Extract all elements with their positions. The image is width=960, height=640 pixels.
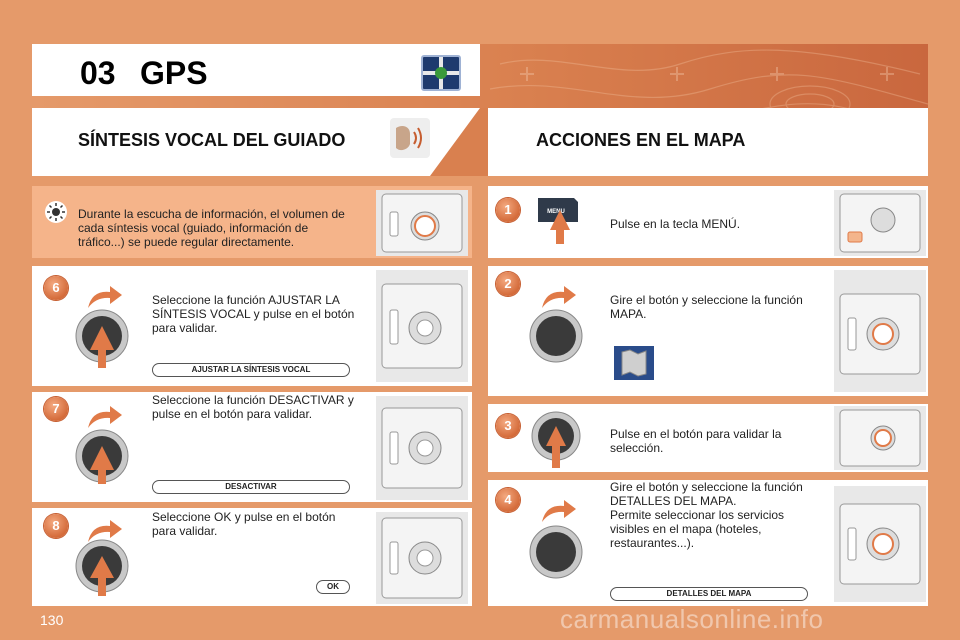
step-4-text: Gire el botón y seleccione la función DETALLES DEL MAPA. Permite seleccionar los servicios visibles en el mapa (hoteles, restaurantes...). <box>610 480 803 550</box>
step-6-badge: 6 <box>44 276 68 300</box>
knob-icon <box>526 522 586 582</box>
step-6-text: Seleccione la función AJUSTAR LA SÍNTESIS VOCAL y pulse en el botón para validar. <box>152 293 355 335</box>
sun-tip-icon <box>44 200 68 224</box>
step-4-badge: 4 <box>496 488 520 512</box>
voice-speaker-icon <box>390 118 430 158</box>
step-6-label: AJUSTAR LA SÍNTESIS VOCAL <box>152 363 350 377</box>
step-3-text: Pulse en el botón para validar la selección. <box>610 427 782 455</box>
chapter-number: 03 <box>80 55 116 91</box>
step-8-label: OK <box>316 580 350 594</box>
step-7-text: Seleccione la función DESACTIVAR y pulse en el botón para validar. <box>152 393 354 421</box>
radio-panel-image <box>376 270 468 382</box>
radio-panel-image <box>376 396 468 500</box>
step-7-label: DESACTIVAR <box>152 480 350 494</box>
knob-icon <box>526 306 586 366</box>
chapter-title: GPS <box>140 55 208 91</box>
step-2-text: Gire el botón y seleccione la función MAPA. <box>610 293 803 321</box>
menu-key-label: MENU <box>547 209 565 215</box>
menu-key-icon <box>534 196 580 244</box>
radio-panel-image <box>376 512 468 604</box>
watermark: carmanualsonline.info <box>560 604 824 634</box>
radio-panel-image <box>376 190 468 256</box>
right-section-title: ACCIONES EN EL MAPA <box>536 130 746 150</box>
step-2-badge: 2 <box>496 272 520 296</box>
step-7-badge: 7 <box>44 397 68 421</box>
knob-icon <box>526 410 586 470</box>
tip-text: Durante la escucha de información, el volumen de cada síntesis vocal (guiado, información de tráfico...) se puede regular directamente. <box>78 207 345 249</box>
step-3-badge: 3 <box>496 414 520 438</box>
knob-icon <box>72 306 132 386</box>
radio-panel-image <box>834 486 926 602</box>
knob-icon <box>72 426 132 506</box>
gps-logo-icon <box>421 55 461 91</box>
step-1-text: Pulse en la tecla MENÚ. <box>610 217 741 231</box>
radio-panel-image <box>834 190 926 256</box>
rotate-arrow-icon <box>538 498 578 524</box>
left-section-title: SÍNTESIS VOCAL DEL GUIADO <box>78 130 346 150</box>
page-number: 130 <box>40 612 64 628</box>
radio-panel-image <box>834 406 926 470</box>
step-8-text: Seleccione OK y pulse en el botón para validar. <box>152 510 336 538</box>
step-8-badge: 8 <box>44 514 68 538</box>
knob-icon <box>72 538 132 602</box>
radio-panel-image <box>834 270 926 392</box>
map-icon <box>614 346 654 380</box>
step-4-label: DETALLES DEL MAPA <box>610 587 808 601</box>
band-diagonal <box>430 108 488 176</box>
step-1-badge: 1 <box>496 198 520 222</box>
